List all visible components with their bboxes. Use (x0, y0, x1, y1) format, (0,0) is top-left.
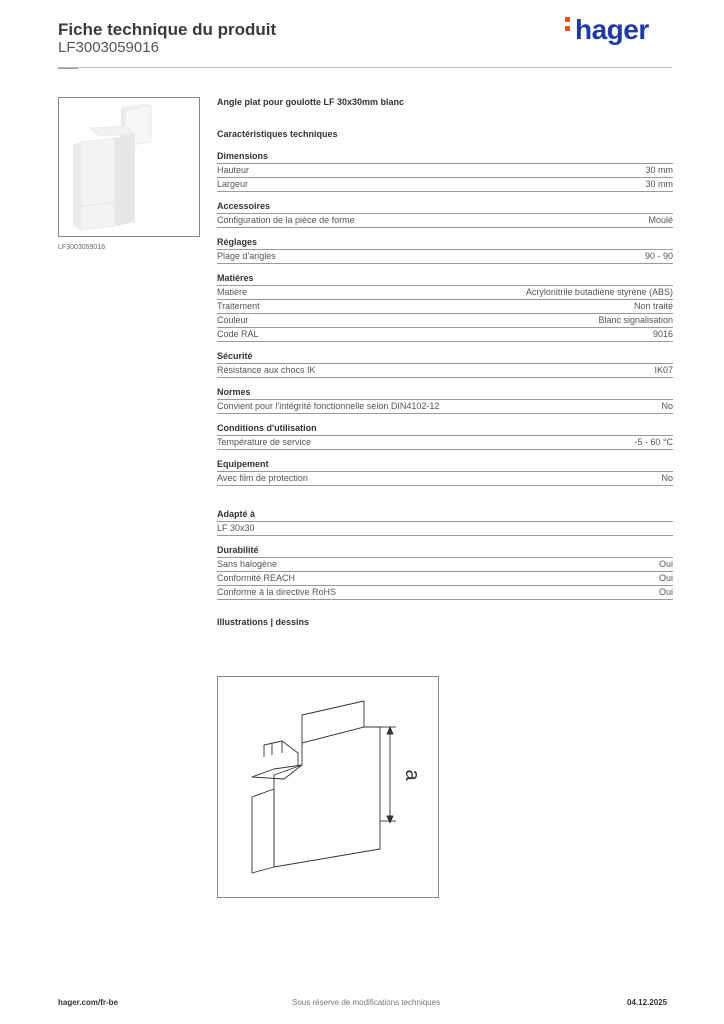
group-title: Adapté à (217, 508, 673, 522)
spec-group-normes (217, 386, 673, 414)
spec-label: Traitement (217, 301, 260, 311)
drawing-flap (252, 765, 302, 779)
spec-row (217, 572, 673, 586)
spec-row (217, 164, 673, 178)
spec-row (217, 364, 673, 378)
spec-label: Couleur (217, 315, 249, 325)
group-title: Dimensions (217, 150, 673, 164)
spec-row (217, 286, 673, 300)
spec-row (217, 314, 673, 328)
spec-label: Convient pour l'intégrité fonctionnelle selon DIN4102-12 (217, 401, 440, 411)
product-code: LF3003059016 (58, 39, 159, 56)
spec-row (217, 178, 673, 192)
spec-label: Plage d'angles (217, 251, 276, 261)
group-title: Equipement (217, 458, 673, 472)
photo-caption: LF3003059016 (58, 244, 106, 251)
spec-group-accessoires (217, 200, 673, 228)
group-title: Conditions d'utilisation (217, 422, 673, 436)
spec-row (217, 472, 673, 486)
product-title: Angle plat pour goulotte LF 30x30mm blanc (217, 97, 405, 107)
spec-group-adapte (217, 508, 673, 536)
spec-label: Conformité REACH (217, 573, 296, 583)
spec-group-equipement (217, 458, 673, 486)
group-title: Matières (217, 272, 673, 286)
spec-row (217, 436, 673, 450)
spec-row (217, 558, 673, 572)
technical-drawing (217, 676, 439, 898)
spec-value: 30 mm (645, 165, 673, 175)
group-title: Sécurité (217, 350, 673, 364)
spec-label: Largeur (217, 179, 249, 189)
header-mark (58, 68, 78, 69)
spec-row (217, 400, 673, 414)
spec-group-matieres (217, 272, 673, 342)
drawing-main-face (274, 727, 380, 867)
spec-value: Moulé (648, 215, 673, 225)
footer-disclaimer: Sous réserve de modifications techniques (292, 998, 441, 1007)
dimension-label-a: a (401, 769, 423, 781)
spec-row (217, 214, 673, 228)
spec-value: Oui (658, 587, 673, 597)
spec-value: Blanc signalisation (598, 315, 673, 325)
spec-label: LF 30x30 (217, 523, 255, 533)
spec-label: Résistance aux chocs IK (217, 365, 316, 375)
spec-group-durabilite (217, 544, 673, 600)
spec-value: 30 mm (645, 179, 673, 189)
drawing-top-face (302, 701, 364, 743)
spec-group-securite (217, 350, 673, 378)
group-title: Durabilité (217, 544, 673, 558)
spec-label: Configuration de la pièce de forme (217, 215, 355, 225)
drawing-front-face (252, 789, 274, 873)
spec-value: 9016 (652, 329, 673, 339)
spec-label: Avec film de protection (217, 473, 308, 483)
spec-group-conditions (217, 422, 673, 450)
section-gap (217, 494, 673, 508)
spec-value: Acrylonitrile butadiène styrène (ABS) (525, 287, 673, 297)
spec-label: Température de service (217, 437, 312, 447)
group-title: Normes (217, 386, 673, 400)
spec-value: Oui (658, 573, 673, 583)
illustrations-title: Illustrations | dessins (217, 617, 310, 627)
group-title: Accessoires (217, 200, 673, 214)
spec-label: Code RAL (217, 329, 259, 339)
spec-group-dimensions (217, 150, 673, 192)
footer-website[interactable]: hager.com/fr-be (58, 998, 119, 1007)
spec-label: Conforme à la directive RoHS (217, 587, 337, 597)
page-title: Fiche technique du produit (58, 20, 277, 39)
spec-value: Non traité (633, 301, 673, 311)
header-divider (58, 67, 672, 68)
group-title: Réglages (217, 236, 673, 250)
spec-row (217, 300, 673, 314)
spec-row (217, 250, 673, 264)
spec-value: No (661, 473, 673, 483)
drawing-rib (264, 741, 298, 765)
spec-label: Matière (217, 287, 248, 297)
spec-value: IK07 (654, 365, 673, 375)
spec-row (217, 522, 673, 536)
logo-text: hager (575, 14, 649, 45)
spec-row (217, 328, 673, 342)
spec-label: Sans halogène (217, 559, 278, 569)
product-photo-image (59, 98, 199, 236)
spec-row (217, 586, 673, 600)
footer-date: 04.12.2025 (627, 998, 668, 1007)
logo-dots-icon (565, 17, 571, 35)
hager-logo[interactable] (565, 14, 649, 46)
spec-label: Hauteur (217, 165, 250, 175)
product-photo (58, 97, 200, 237)
spec-value: -5 - 60 °C (634, 437, 673, 447)
technical-drawing-svg (218, 677, 438, 897)
spec-group-reglages (217, 236, 673, 264)
section-title: Caractéristiques techniques (217, 129, 338, 139)
spec-value: 90 - 90 (644, 251, 673, 261)
spec-content (217, 96, 673, 628)
spec-value: Oui (658, 559, 673, 569)
spec-value: No (661, 401, 673, 411)
